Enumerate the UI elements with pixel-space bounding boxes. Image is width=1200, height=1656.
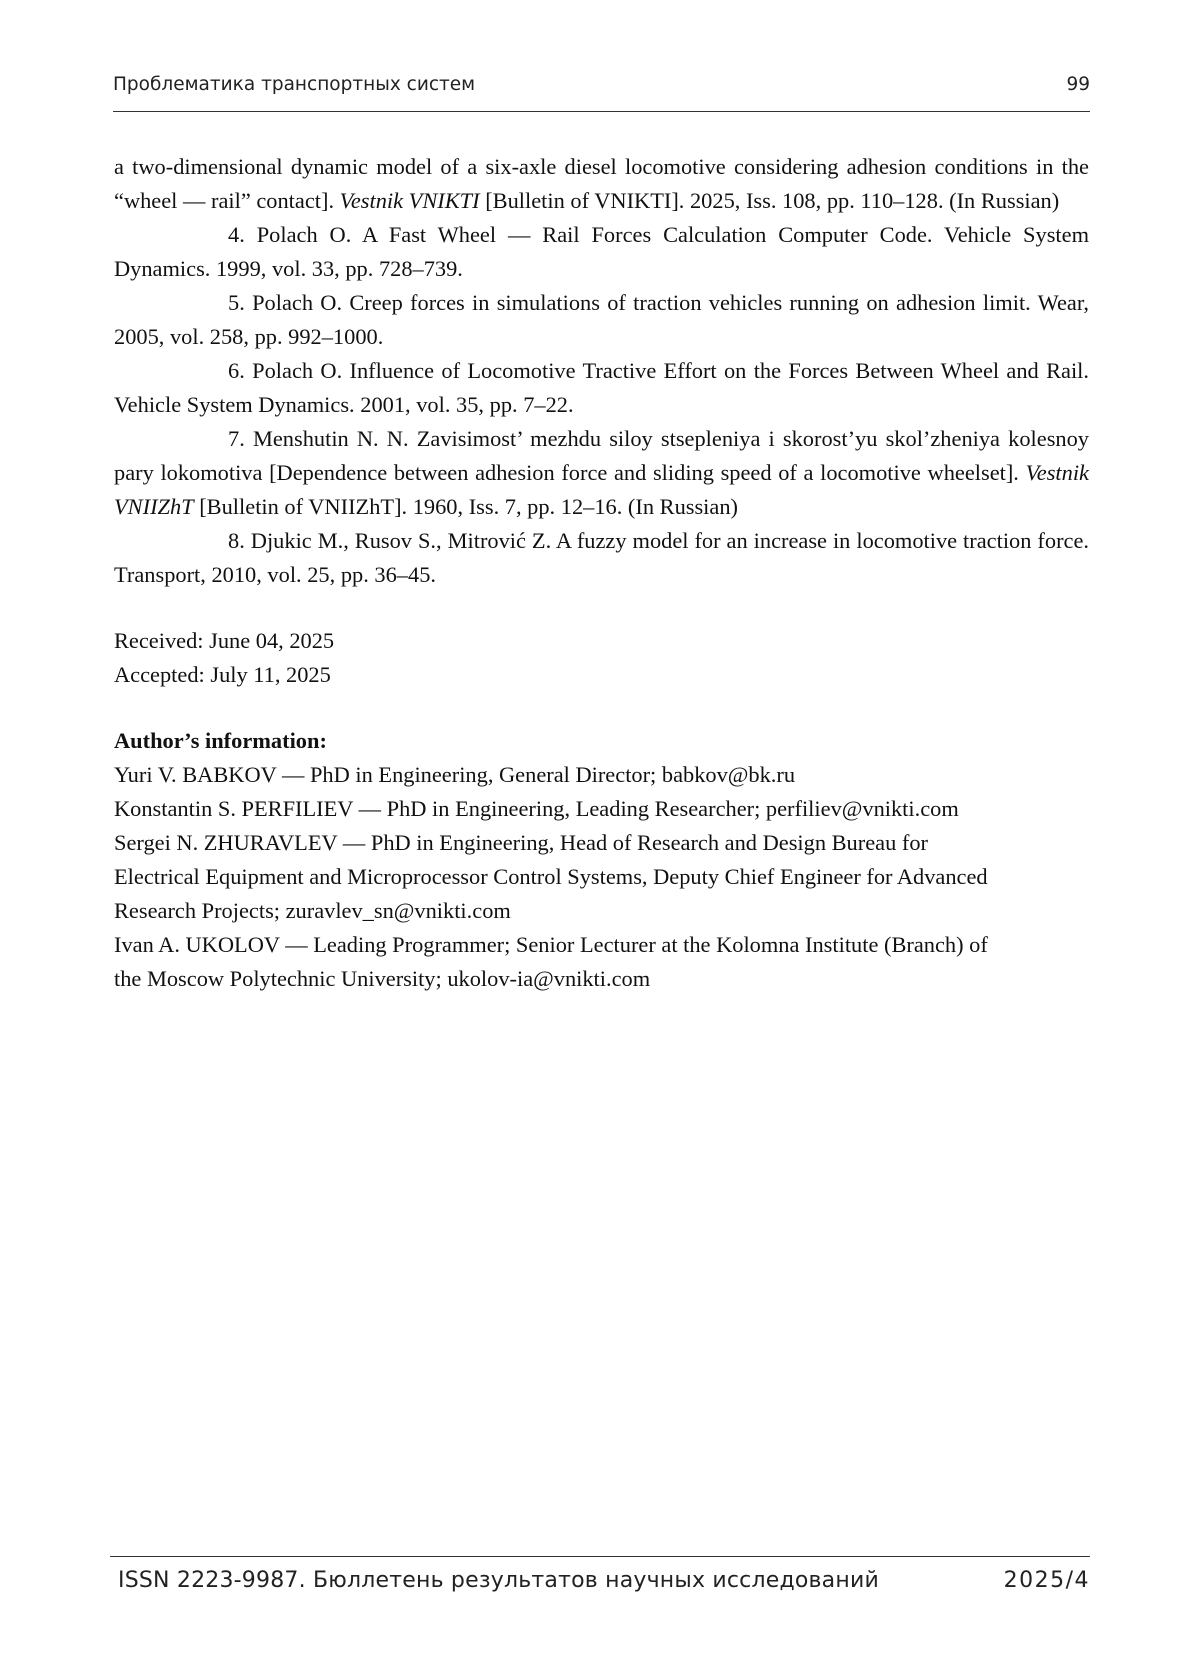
author-entry: Yuri V. BABKOV — PhD in Engineering, General Director; babkov@bk.ru [114, 762, 796, 787]
reference-item [114, 354, 1089, 422]
reference-number: 5. [228, 290, 245, 315]
reference-number: 6. [228, 358, 245, 383]
reference-item [114, 218, 1089, 286]
author-entry: Ivan A. UKOLOV — Leading Programmer; Senior Lecturer at the Kolomna Institute (Branch) of the Moscow Polytechnic University; ukolov-ia@vnikti.com [114, 932, 988, 991]
journal-name-italic: Vestnik VNIIZhT [114, 460, 1089, 519]
page-number: 99 [1066, 74, 1090, 95]
authors-heading: Author’s information: [114, 728, 327, 753]
author-entry: Sergei N. ZHURAVLEV — PhD in Engineering, Head of Research and Design Bureau for Electrical Equipment and Microprocessor Control Systems, Deputy Chief Engineer for Advanced Research Projects; zuravlev_sn@vnikti.com [114, 830, 988, 923]
reference-number: 4. [228, 222, 245, 247]
reference-text: Djukic M., Rusov S., Mitrović Z. A fuzzy model for an increase in locomotive traction force. Transport, 2010, vol. 25, pp. 36–45. [114, 528, 1089, 587]
journal-name-italic: Vestnik VNIKTI [339, 188, 480, 213]
reference-item [114, 524, 1089, 592]
reference-text: a two-dimensional dynamic model of a six-axle diesel locomotive considering adhesion conditions in the “wheel — rail” contact]. [114, 154, 1089, 213]
reference-item [114, 422, 1089, 524]
journal-issue: 2025/4 [1003, 1568, 1090, 1593]
journal-section-title: Проблематика транспортных систем [113, 74, 476, 95]
reference-item [114, 286, 1089, 354]
journal-issn-title: ISSN 2223-9987. Бюллетень результатов научных исследований [118, 1568, 879, 1593]
reference-text: Polach O. Creep forces in simulations of traction vehicles running on adhesion limit. Wear, 2005, vol. 258, pp. 992–1000. [114, 290, 1089, 349]
received-date: Received: June 04, 2025 [114, 628, 335, 653]
reference-text: Menshutin N. N. Zavisimost’ mezhdu siloy stsepleniya i skorost’yu skol’zheniya kolesnoy pary lokomotiva [Dependence between adhesion force and sliding speed of a locomotive wheelset]. [114, 426, 1089, 485]
reference-text: Polach O. A Fast Wheel — Rail Forces Calculation Computer Code. Vehicle System Dynamics. 1999, vol. 33, pp. 728–739. [114, 222, 1089, 281]
accepted-date: Accepted: July 11, 2025 [114, 662, 331, 687]
header-rule [113, 111, 1090, 112]
reference-number: 7. [228, 426, 245, 451]
reference-continuation [114, 150, 1089, 218]
reference-number: 8. [228, 528, 245, 553]
reference-text: [Bulletin of VNIKTI]. 2025, Iss. 108, pp. 110–128. (In Russian) [479, 188, 1060, 213]
reference-text: Polach O. Influence of Locomotive Tractive Effort on the Forces Between Wheel and Rail. Vehicle System Dynamics. 2001, vol. 35, pp. 7–22. [114, 358, 1089, 417]
author-entry: Konstantin S. PERFILIEV — PhD in Engineering, Leading Researcher; perfiliev@vnikti.com [114, 796, 959, 821]
page-body [114, 150, 1089, 996]
reference-text: [Bulletin of VNIIZhT]. 1960, Iss. 7, pp. 12–16. (In Russian) [193, 494, 738, 519]
footer-rule [110, 1556, 1090, 1557]
